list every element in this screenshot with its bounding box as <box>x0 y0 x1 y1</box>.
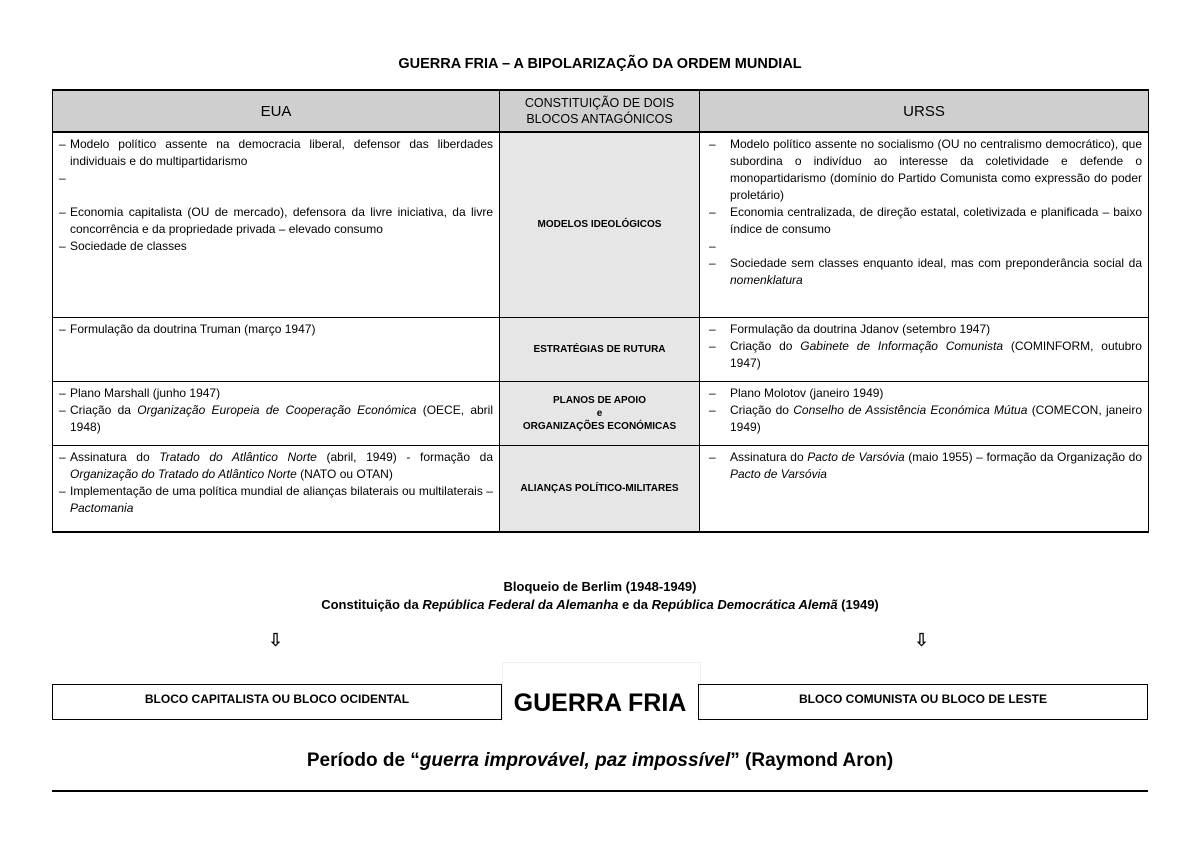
category-ideological-models: MODELOS IDEOLÓGICOS <box>500 132 700 317</box>
list-item: – Plano Marshall (junho 1947) <box>59 385 493 402</box>
header-eua: EUA <box>53 90 500 132</box>
category-line: PLANOS DE APOIO <box>553 394 646 406</box>
list-item: – Plano Molotov (janeiro 1949) <box>706 385 1142 402</box>
list-item: – Sociedade de classes <box>59 238 493 255</box>
category-support-plans <box>500 381 700 445</box>
text-run: (OECE, abril 1948) <box>70 402 493 434</box>
italic-term: Gabinete de Informação Comunista <box>800 338 1004 353</box>
text-run: ” (Raymond Aron) <box>730 750 894 771</box>
germany-constitution-line <box>0 597 1200 612</box>
italic-term: Tratado do Atlântico Norte <box>159 449 317 464</box>
cold-war-label: GUERRA FRIA <box>513 689 687 717</box>
berlin-blockade-line: Bloqueio de Berlim (1948-1949) <box>503 579 697 594</box>
list-item: – Formulação da doutrina Jdanov (setembro 1947) <box>706 321 1142 338</box>
list-item: – Formulação da doutrina Truman (março 1947) <box>59 321 493 338</box>
eua-ideological-list <box>59 136 493 255</box>
italic-term: República Federal da Alemanha <box>422 597 619 612</box>
text-run: Criação da <box>70 402 138 417</box>
text-run: Implementação de uma política mundial de alianças bilaterais ou multilaterais – <box>70 483 493 498</box>
eua-alliances-cell <box>53 445 500 532</box>
eua-plans-cell <box>53 381 500 445</box>
down-arrow-icon: ⇩ <box>914 630 930 650</box>
italic-term: Pactomania <box>70 500 134 515</box>
text-run: Criação do <box>730 402 794 417</box>
table-row-rupture-strategies <box>53 317 1149 381</box>
category-line: ORGANIZAÇÕES ECONÓMICAS <box>522 420 677 432</box>
text-run: (COMINFORM, outubro 1947) <box>730 338 1142 370</box>
italic-term: Organização Europeia de Cooperação Económica <box>137 402 417 417</box>
text-run: (COMECON, janeiro 1949) <box>730 402 1142 434</box>
list-item: – Modelo político assente na democracia liberal, defensor das liberdades individuais e do multipartidarismo <box>59 136 493 170</box>
italic-term: República Democrática Alemã <box>651 597 838 612</box>
eua-ideological-cell <box>53 132 500 317</box>
category-rupture-strategies: ESTRATÉGIAS DE RUTURA <box>500 317 700 381</box>
text-run: (NATO ou OTAN) <box>296 466 393 481</box>
category-military-alliances: ALIANÇAS POLÍTICO-MILITARES <box>500 445 700 532</box>
urss-plans-list <box>706 385 1142 436</box>
document-title: GUERRA FRIA – A BIPOLARIZAÇÃO DA ORDEM MUNDIAL <box>398 56 802 72</box>
list-item <box>59 449 493 483</box>
bottom-divider <box>52 790 1148 792</box>
western-bloc-box: BLOCO CAPITALISTA OU BLOCO OCIDENTAL <box>52 684 502 720</box>
urss-strategies-list <box>706 321 1142 372</box>
italic-quote: guerra improvável, paz impossível <box>419 750 731 771</box>
text-run: Sociedade sem classes enquanto ideal, mas com preponderância social da <box>730 256 1142 270</box>
italic-term: Pacto de Varsóvia <box>730 466 827 481</box>
italic-term: Conselho de Assistência Económica Mútua <box>793 402 1028 417</box>
italic-term: nomenklatura <box>730 273 803 287</box>
list-item <box>706 338 1142 372</box>
urss-ideological-list <box>706 136 1142 289</box>
list-item: – Economia centralizada, de direção estatal, coletivizada e planificada – baixo índice de consumo <box>706 204 1142 238</box>
aron-quote <box>0 750 1200 772</box>
urss-strategies-cell <box>700 317 1149 381</box>
urss-ideological-cell <box>700 132 1149 317</box>
italic-term: Pacto de Varsóvia <box>807 449 905 464</box>
urss-plans-cell <box>700 381 1149 445</box>
text-run: (1949) <box>837 597 879 612</box>
table-header-row <box>53 90 1149 132</box>
eua-strategies-cell <box>53 317 500 381</box>
eua-plans-list <box>59 385 493 436</box>
text-run: Assinatura do <box>730 449 808 464</box>
text-run: Criação do <box>730 338 801 353</box>
list-item <box>59 483 493 517</box>
text-run: e da <box>618 597 652 612</box>
text-run: Assinatura do <box>70 449 160 464</box>
spacer <box>59 170 493 204</box>
list-item <box>59 402 493 436</box>
text-run: Período de “ <box>306 750 420 771</box>
urss-alliances-cell <box>700 445 1149 532</box>
spacer <box>706 238 1142 255</box>
table-row-support-plans <box>53 381 1149 445</box>
text-run: Constituição da <box>321 597 423 612</box>
list-item: – Economia capitalista (OU de mercado), defensora da livre iniciativa, da livre concorrência e da propriedade privada – elevado consumo <box>59 204 493 238</box>
list-item <box>706 255 1142 289</box>
list-item <box>706 402 1142 436</box>
list-item: – Modelo político assente no socialismo (OU no centralismo democrático), que subordina o indivíduo ao interesse da coletividade e defende o monopartidarismo (domínio do Partido Comunista como expressão do poder proletário) <box>706 136 1142 204</box>
eastern-bloc-box: BLOCO COMUNISTA OU BLOCO DE LESTE <box>698 684 1148 720</box>
table-row-ideological-models <box>53 132 1149 317</box>
header-urss: URSS <box>700 90 1149 132</box>
down-arrow-icon: ⇩ <box>268 630 284 650</box>
text-run: (maio 1955) – formação da Organização do <box>904 449 1142 464</box>
italic-term: Organização do Tratado do Atlântico Norte <box>70 466 297 481</box>
urss-alliances-list <box>706 449 1142 483</box>
comparison-table <box>52 89 1149 533</box>
eua-strategies-list <box>59 321 493 338</box>
category-line: e <box>596 407 603 419</box>
header-blocs: CONSTITUIÇÃO DE DOIS BLOCOS ANTAGÓNICOS <box>500 90 700 132</box>
eua-alliances-list <box>59 449 493 517</box>
table-row-military-alliances <box>53 445 1149 532</box>
list-item <box>706 449 1142 483</box>
text-run: (abril, 1949) - formação da <box>316 449 493 464</box>
